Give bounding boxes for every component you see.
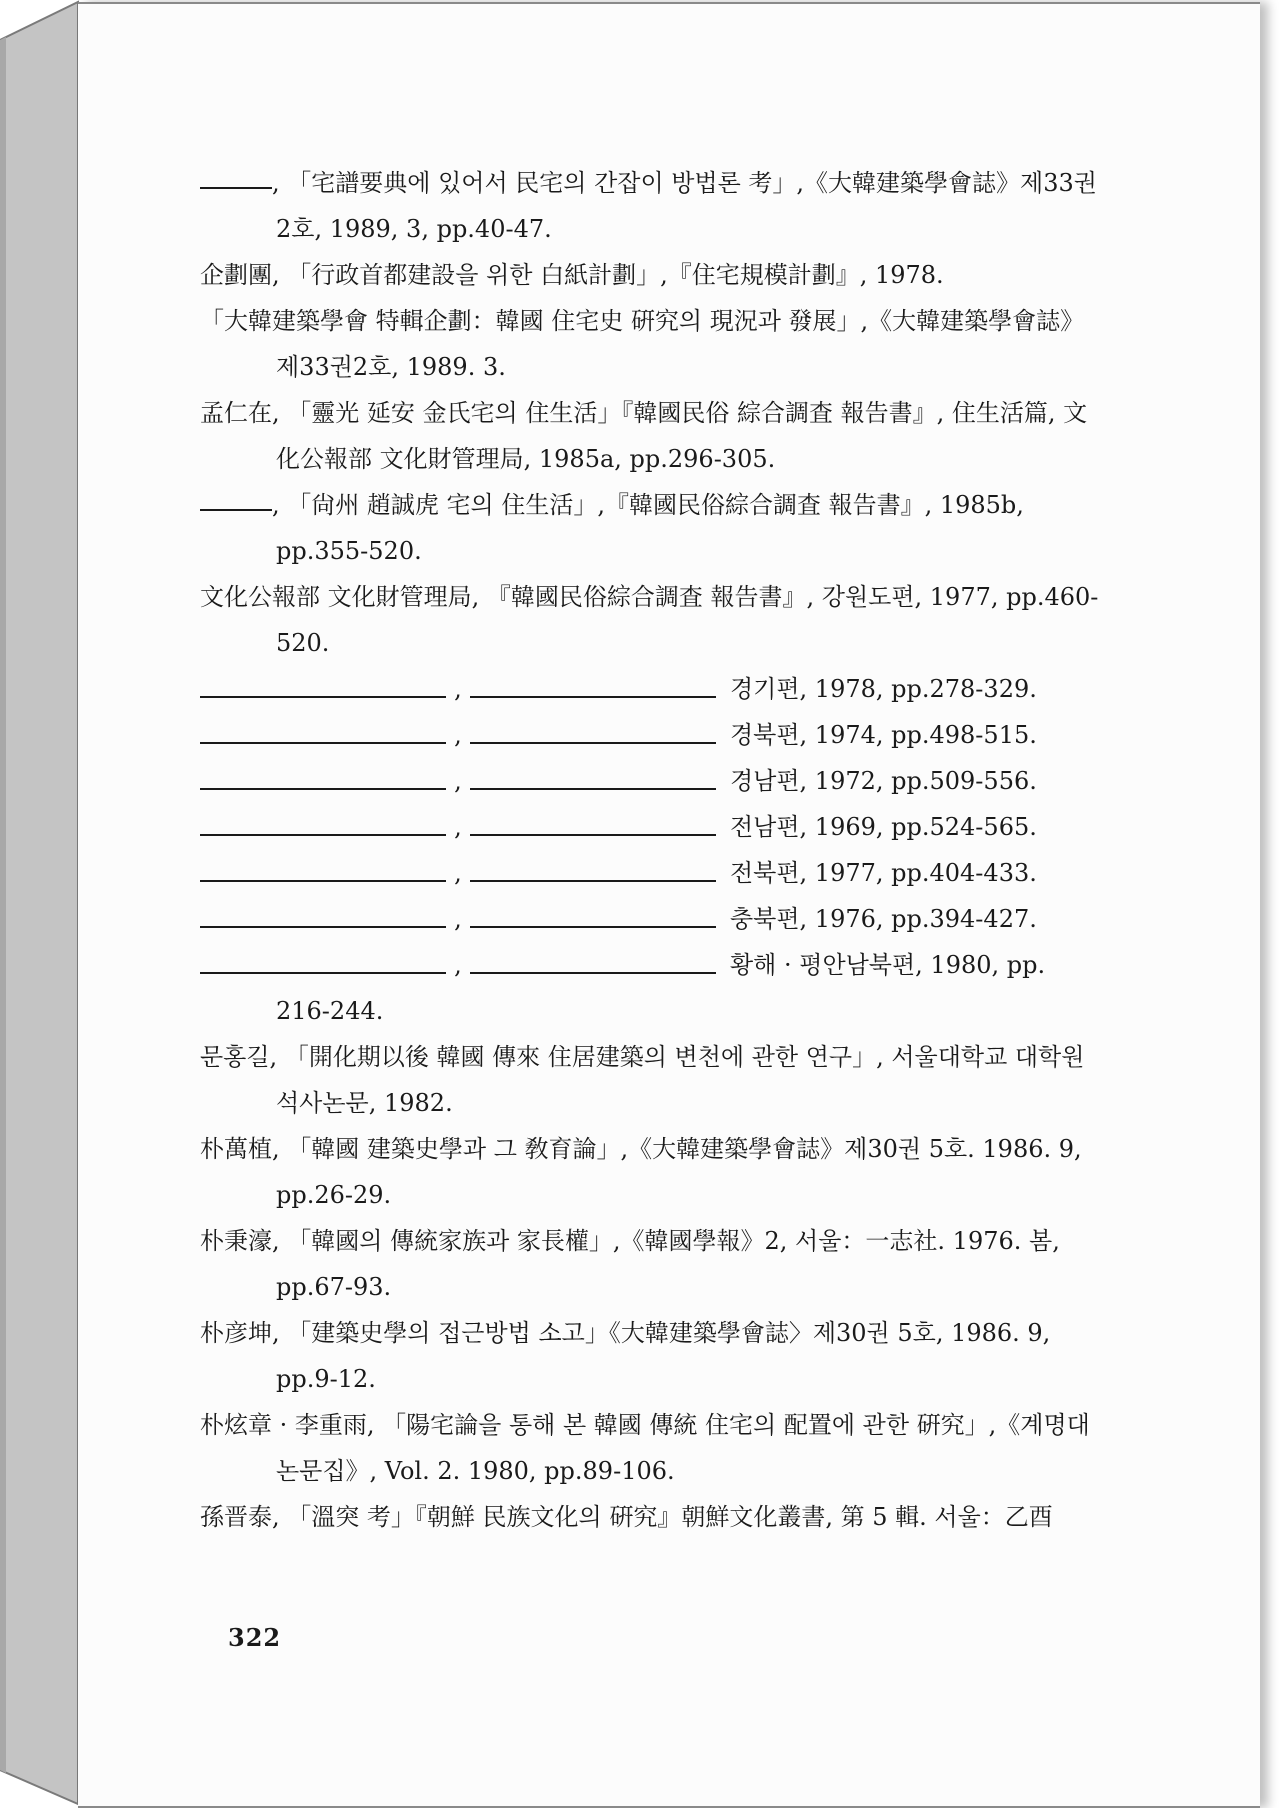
entry-author: 문홍길,: [200, 1043, 278, 1071]
bib-entry: [200, 1494, 1106, 1540]
bib-entry: , 「宅譜要典에 있어서 民宅의 간잡이 방법론 考」,《大韓建築學會誌》제33권 2호, 1989, 3, pp.40-47.: [200, 160, 1106, 252]
author-repeat-line: [200, 925, 446, 928]
book-spine: [0, 0, 80, 1806]
entry-author: 文化公報部 文化財管理局,: [200, 583, 480, 611]
entry-author: 朴萬植,: [200, 1135, 280, 1163]
bib-entry: [200, 1126, 1106, 1218]
bib-entry: , 「尙州 趙誠虎 宅의 住生活」,『韓國民俗綜合調査 報告書』, 1985b, pp.355-520.: [200, 482, 1106, 574]
bib-entry: [200, 390, 1106, 482]
entry-continuation: 216-244.: [276, 997, 384, 1025]
entry-text: 황해 · 평안남북편, 1980, pp.: [730, 951, 1046, 979]
title-repeat-line: [470, 741, 716, 744]
entry-author: 朴秉濠,: [200, 1227, 280, 1255]
entry-text: 「韓國 建築史學과 그 敎育論」,《大韓建築學會誌》제30권 5호. 1986. 9, pp.26-29.: [276, 1135, 1082, 1209]
entry-text: 『韓國民俗綜合調査 報告書』, 강원도편, 1977, pp.460-520.: [276, 583, 1099, 657]
title-repeat-line: [470, 787, 716, 790]
bib-entry: [200, 298, 1106, 390]
bibliography-list: [200, 160, 1106, 1540]
entry-text: 경남편, 1972, pp.509-556.: [730, 767, 1037, 795]
author-repeat-line: [200, 787, 446, 790]
title-repeat-line: [470, 695, 716, 698]
entry-text: 「大韓建築學會 特輯企劃：韓國 住宅史 硏究의 現況과 發展」,《大韓建築學會誌》제33권2호, 1989. 3.: [200, 307, 1085, 381]
entry-text: 전북편, 1977, pp.404-433.: [730, 859, 1037, 887]
title-repeat-line: [470, 879, 716, 882]
entry-text: 「宅譜要典에 있어서 民宅의 간잡이 방법론 考」,《大韓建築學會誌》제33권 2호, 1989, 3, pp.40-47.: [276, 169, 1097, 243]
entry-text: 전남편, 1969, pp.524-565.: [730, 813, 1037, 841]
entry-author: 孫晋泰,: [200, 1503, 280, 1531]
entry-text: 「開化期以後 韓國 傳來 住居建築의 변천에 관한 연구」, 서울대학교 대학원 석사논문, 1982.: [276, 1043, 1085, 1117]
entry-text: 「建築史學의 접근방법 소고」《大韓建築學會誌〉제30권 5호, 1986. 9, pp.9-12.: [276, 1319, 1051, 1393]
entry-text: 경북편, 1974, pp.498-515.: [730, 721, 1037, 749]
entry-text: 「溫突 考」『朝鮮 民族文化의 硏究』朝鮮文化叢書, 第 5 輯. 서울：乙酉: [287, 1503, 1053, 1531]
title-repeat-line: [470, 971, 716, 974]
entry-text: 충북편, 1976, pp.394-427.: [730, 905, 1037, 933]
bib-entry-repeat: , 경기편, 1978, pp.278-329.: [200, 666, 1106, 712]
bib-entry-repeat: , 경북편, 1974, pp.498-515.: [200, 712, 1106, 758]
entry-author: 朴彦坤,: [200, 1319, 280, 1347]
bib-entry-repeat: , 전북편, 1977, pp.404-433.: [200, 850, 1106, 896]
author-repeat-line: [200, 695, 446, 698]
bib-entry: [200, 1218, 1106, 1310]
entry-author: 企劃團,: [200, 261, 280, 289]
bib-entry: [200, 574, 1106, 666]
author-repeat-line: [200, 971, 446, 974]
author-repeat-blank: [200, 186, 272, 189]
entry-text: 경기편, 1978, pp.278-329.: [730, 675, 1037, 703]
bib-entry: [200, 252, 1106, 298]
bib-entry: [200, 1310, 1106, 1402]
bib-entry: [200, 1034, 1106, 1126]
author-repeat-line: [200, 879, 446, 882]
bib-entry: [200, 1402, 1106, 1494]
bib-entry-repeat: , 경남편, 1972, pp.509-556.: [200, 758, 1106, 804]
entry-text: 「行政首都建設을 위한 白紙計劃」,『住宅規模計劃』, 1978.: [287, 261, 944, 289]
author-repeat-line: [200, 741, 446, 744]
author-repeat-blank: [200, 508, 272, 511]
bib-entry-repeat: , 충북편, 1976, pp.394-427.: [200, 896, 1106, 942]
author-repeat-line: [200, 833, 446, 836]
bib-entry-repeat: , 전남편, 1969, pp.524-565.: [200, 804, 1106, 850]
entry-text: 「陽宅論을 통해 본 韓國 傳統 住宅의 配置에 관한 硏究」,《계명대 논문집》, Vol. 2. 1980, pp.89-106.: [276, 1411, 1090, 1485]
entry-author: 朴炫章 · 李重雨,: [200, 1411, 375, 1439]
entry-author: 孟仁在,: [200, 399, 280, 427]
page-number: 322: [228, 1623, 282, 1652]
entry-text: 「尙州 趙誠虎 宅의 住生活」,『韓國民俗綜合調査 報告書』, 1985b, pp.355-520.: [276, 491, 1024, 565]
title-repeat-line: [470, 833, 716, 836]
entry-text: 「韓國의 傳統家族과 家長權」,《韓國學報》2, 서울：一志社. 1976. 봄, pp.67-93.: [276, 1227, 1060, 1301]
title-repeat-line: [470, 925, 716, 928]
entry-text: 「靈光 延安 金氏宅의 住生活」『韓國民俗 綜合調査 報告書』, 住生活篇, 文化公報部 文化財管理局, 1985a, pp.296-305.: [276, 399, 1088, 473]
bib-entry-repeat: , 황해 · 평안남북편, 1980, pp.: [200, 942, 1106, 988]
